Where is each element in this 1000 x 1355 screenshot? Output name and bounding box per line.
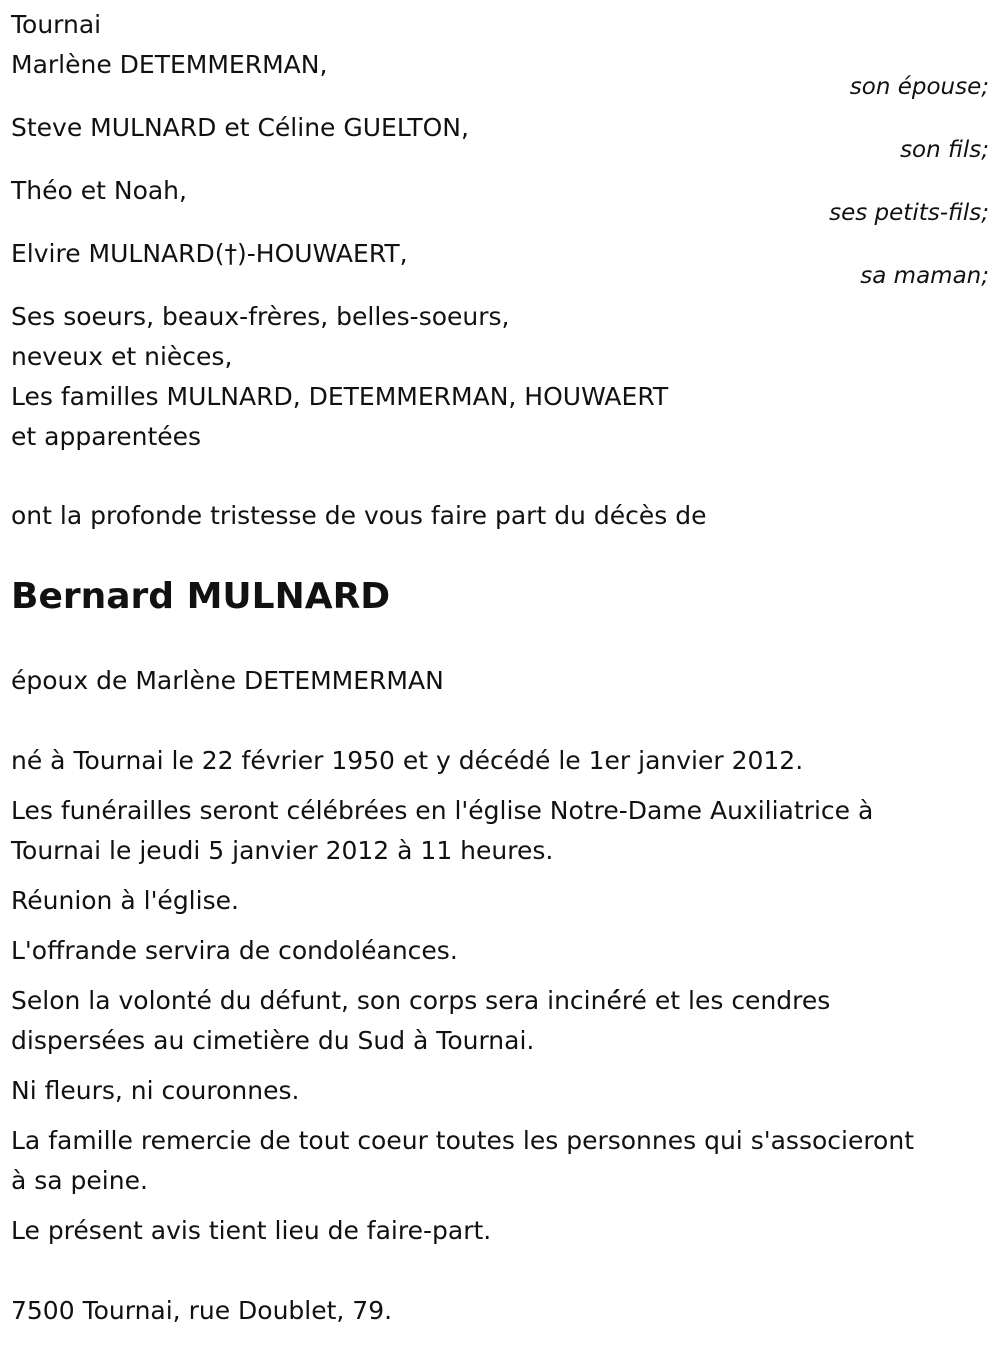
other-relatives-line: neveux et nièces, [11,342,233,371]
other-relatives-line: Ses soeurs, beaux-frères, belles-soeurs, [11,302,510,331]
birth-death-line: né à Tournai le 22 février 1950 et y décédé le 1er janvier 2012. [11,746,804,775]
relative-row [11,45,991,108]
relative-relation: son épouse; [849,74,989,100]
meeting-paragraph [11,881,991,921]
other-relatives-line: Les familles MULNARD, DETEMMERMAN, HOUWAERT [11,382,669,411]
paragraph-line: Le présent avis tient lieu de faire-part. [11,1216,492,1245]
relatives-list [11,45,991,297]
paragraph-line: L'offrande servira de condoléances. [11,936,458,965]
relative-relation: ses petits-fils; [829,200,989,226]
relative-name: Elvire MULNARD(†)-HOUWAERT, [11,239,408,268]
address-line: 7500 Tournai, rue Doublet, 79. [11,1296,393,1325]
paragraph-line: à sa peine. [11,1166,148,1195]
announcement: ont la profonde tristesse de vous faire part du décès de [11,501,707,530]
funeral-paragraph [11,791,991,871]
paragraph-line: Tournai le jeudi 5 janvier 2012 à 11 heures. [11,836,554,865]
paragraph-line: Selon la volonté du défunt, son corps sera inciné́ré et les cendres [11,986,831,1015]
flowers-paragraph [11,1071,991,1111]
obituary-notice [11,5,991,1331]
relative-relation: sa maman; [860,263,989,289]
relative-row [11,108,991,171]
relative-name: Théo et Noah, [11,176,187,205]
relative-row [11,234,991,297]
other-relatives [11,297,991,457]
notice-paragraph [11,1211,991,1251]
spouse-line: époux de Marlène DETEMMERMAN [11,666,444,695]
cremation-paragraph [11,981,991,1061]
relative-name: Marlène DETEMMERMAN, [11,50,328,79]
thanks-paragraph [11,1121,991,1201]
paragraph-line: Les funérailles seront célébrées en l'église Notre-Dame Auxiliatrice à [11,796,874,825]
relative-row [11,171,991,234]
paragraph-line: dispersées au cimetière du Sud à Tournai. [11,1026,535,1055]
relative-name: Steve MULNARD et Céline GUELTON, [11,113,469,142]
deceased-name: Bernard MULNARD [11,576,391,617]
paragraph-line: Ni fleurs, ni couronnes. [11,1076,300,1105]
paragraph-line: La famille remercie de tout coeur toutes les personnes qui s'associeront [11,1126,915,1155]
city-heading: Tournai [11,10,102,39]
relative-relation: son fils; [900,137,989,163]
paragraph-line: Réunion à l'église. [11,886,239,915]
offering-paragraph [11,931,991,971]
other-relatives-line: et apparentées [11,422,202,451]
